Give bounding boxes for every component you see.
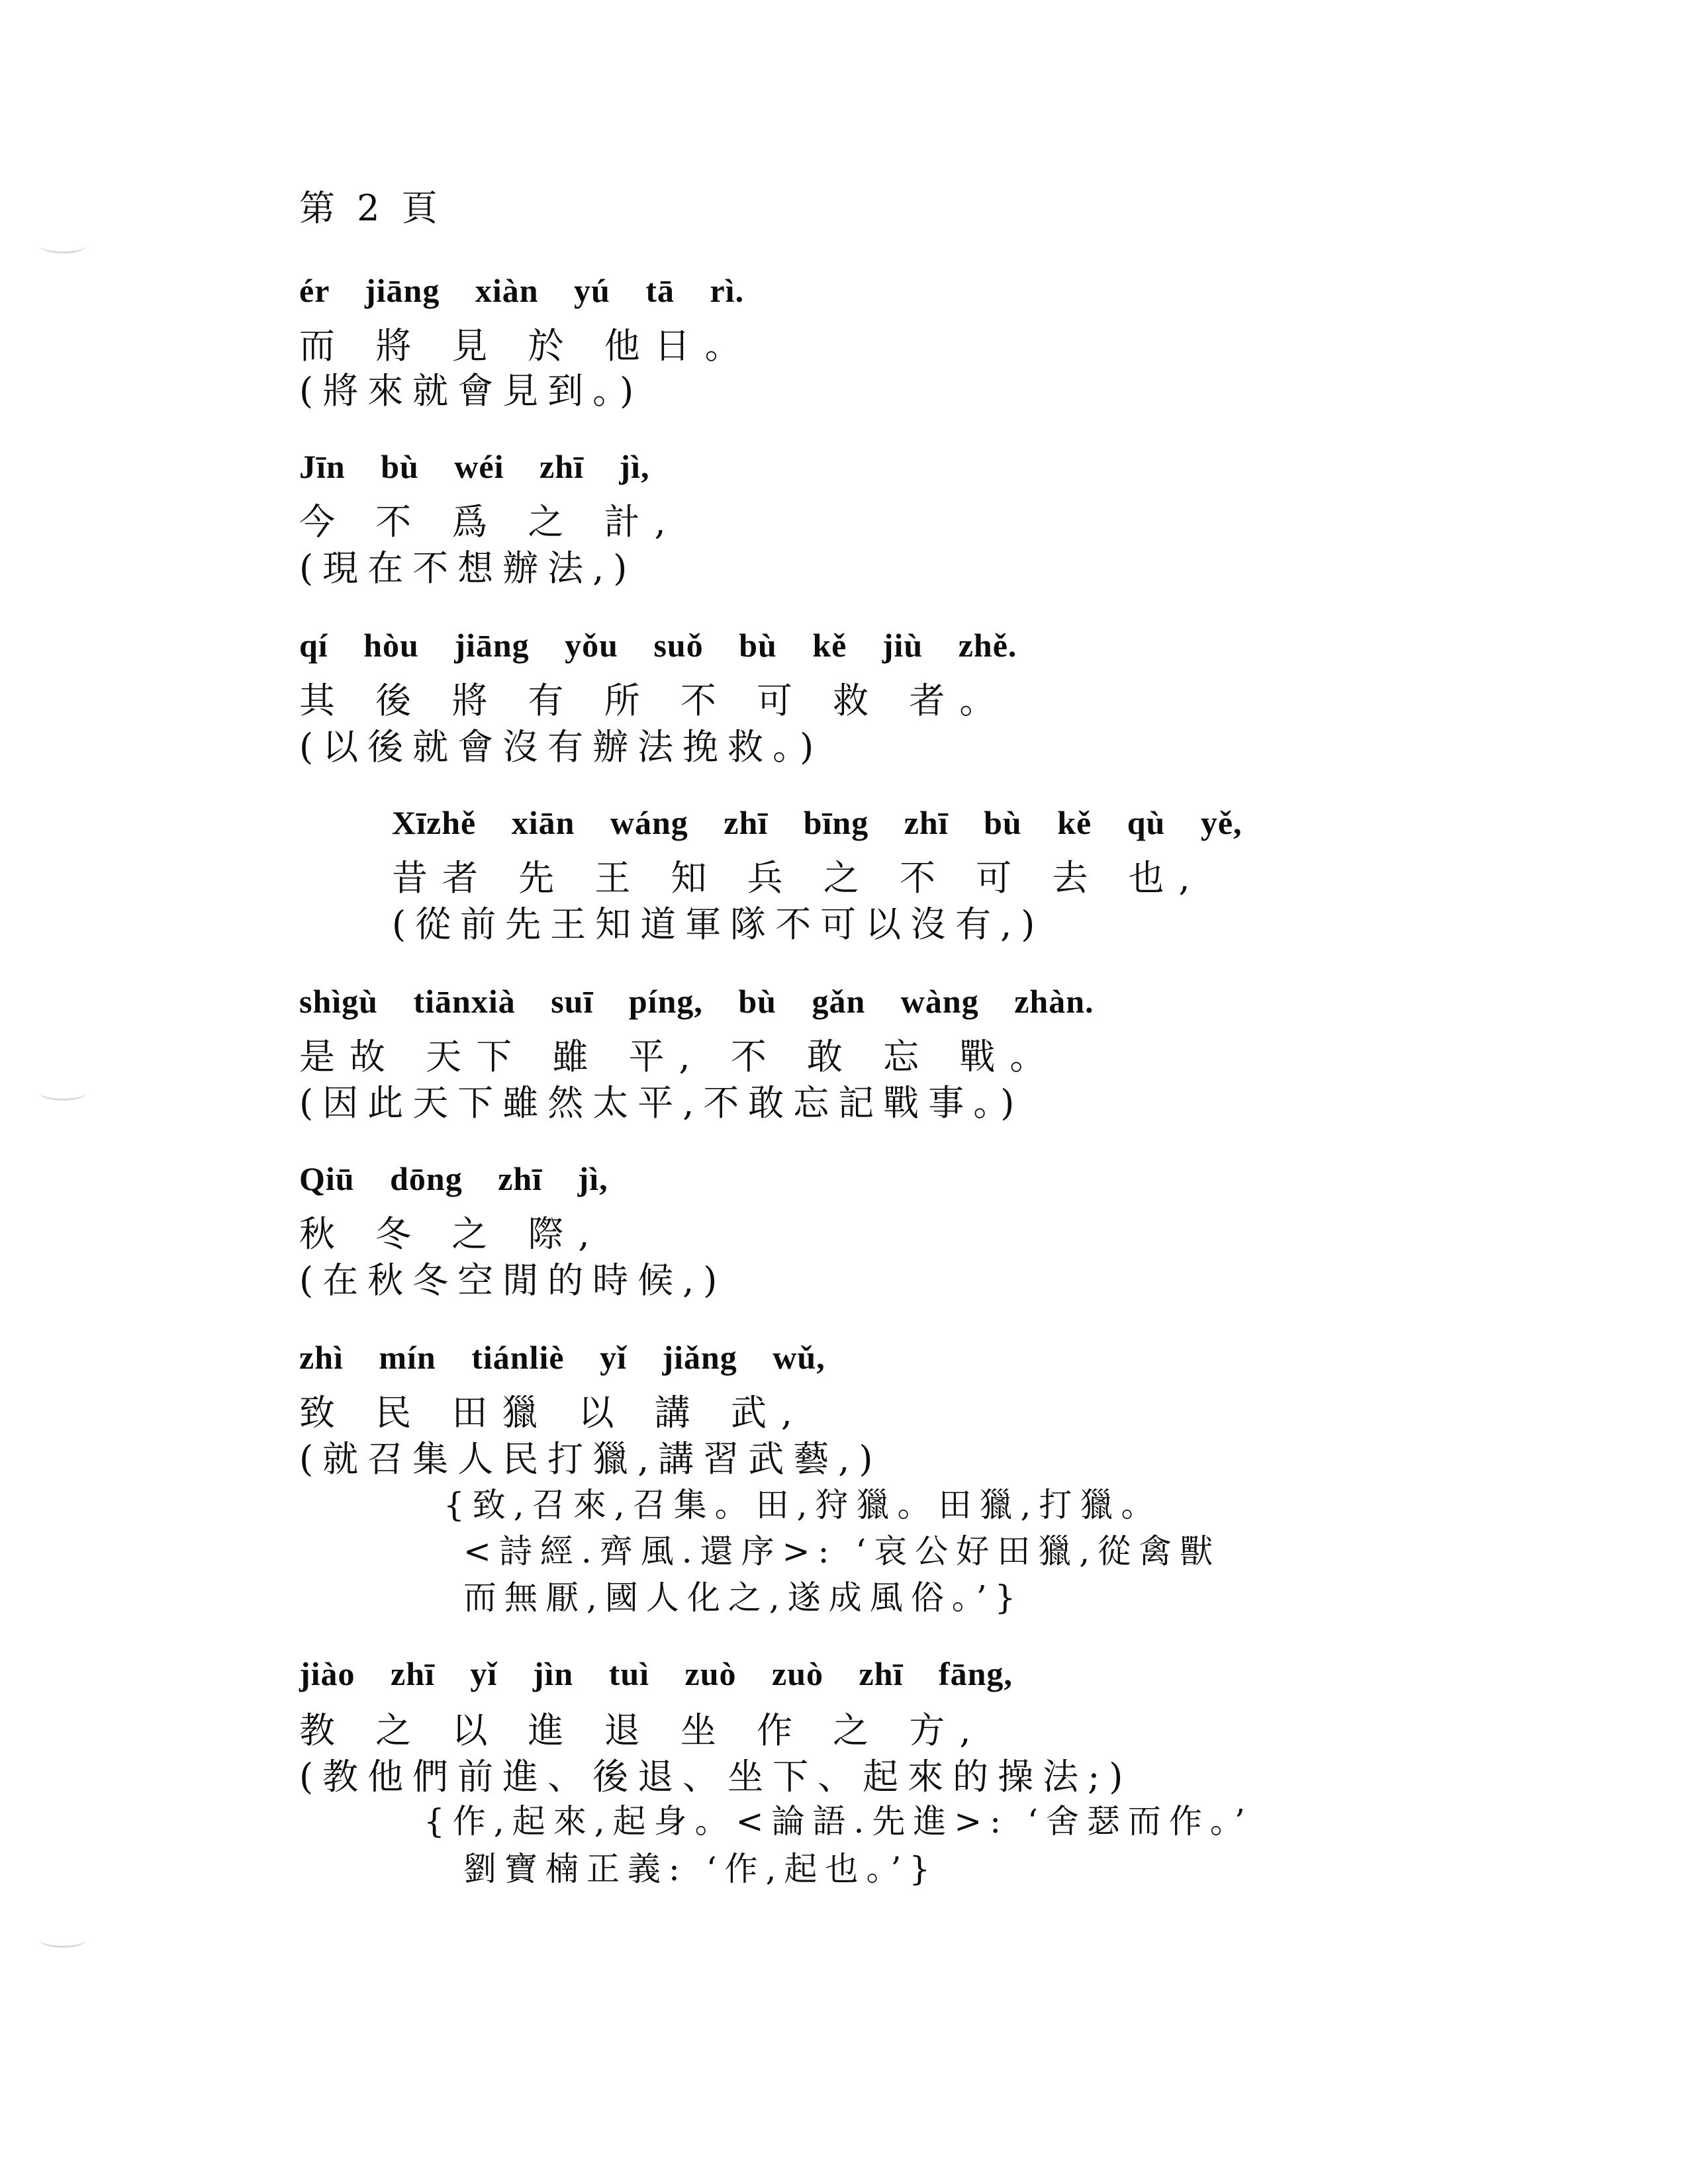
- annotation-line: {致,召來,召集。田,狩獵。田獵,打獵。: [444, 1486, 1162, 1524]
- hanzi-line: 教 之 以 進 退 坐 作 之 方,: [299, 1709, 986, 1751]
- page-header: 第 2 頁: [299, 187, 443, 229]
- translation-line: (在秋冬空閒的時候,): [299, 1259, 727, 1301]
- hanzi-line: 秋 冬 之 際,: [299, 1213, 604, 1255]
- pinyin-line: zhì mín tiánliè yǐ jiǎng wǔ,: [299, 1339, 825, 1376]
- pinyin-line: ér jiāng xiàn yú tā rì.: [299, 272, 745, 309]
- translation-line: (現在不想辦法,): [299, 547, 637, 589]
- annotation-line: 劉寶楠正義: ‘作,起也。’}: [463, 1850, 939, 1888]
- binder-hole-mark: [40, 1933, 86, 1948]
- translation-line: (以後就會沒有辦法挽救。): [299, 726, 823, 768]
- annotation-line: <詩經.齊風.還序>: ‘哀公好田獵,從禽獸: [463, 1532, 1221, 1570]
- annotation-line: {作,起來,起身。<論語.先進>: ‘舍瑟而作。’: [424, 1802, 1253, 1841]
- annotation-line: 而無厭,國人化之,遂成風俗。’}: [463, 1578, 1024, 1617]
- binder-hole-mark: [40, 1085, 86, 1101]
- hanzi-line: 其 後 將 有 所 不 可 救 者。: [299, 680, 1010, 721]
- translation-line: (從前先王知道軍隊不可以沒有,): [392, 903, 1045, 945]
- pinyin-line: shìgù tiānxià suī píng, bù gǎn wàng zhàn.: [299, 983, 1094, 1020]
- hanzi-line: 今 不 爲 之 計,: [299, 501, 680, 543]
- pinyin-line: Xīzhě xiān wáng zhī bīng zhī bù kě qù yě,: [392, 804, 1243, 841]
- pinyin-line: Qiū dōng zhī jì,: [299, 1160, 608, 1197]
- pinyin-line: jiào zhī yǐ jìn tuì zuò zuò zhī fāng,: [299, 1655, 1013, 1692]
- pinyin-line: Jīn bù wéi zhī jì,: [299, 448, 650, 485]
- hanzi-line: 而 將 見 於 他日。: [299, 325, 755, 367]
- translation-line: (就召集人民打獵,講習武藝,): [299, 1438, 882, 1480]
- translation-line: (將來就會見到。): [299, 370, 643, 412]
- hanzi-line: 昔者 先 王 知 兵 之 不 可 去 也,: [392, 857, 1205, 899]
- translation-line: (教他們前進、後退、坐下、起來的操法;): [299, 1756, 1133, 1797]
- hanzi-line: 致 民 田獵 以 講 武,: [299, 1392, 807, 1433]
- hanzi-line: 是故 天下 雖 平, 不 敢 忘 戰。: [299, 1036, 1060, 1077]
- pinyin-line: qí hòu jiāng yǒu suǒ bù kě jiù zhě.: [299, 627, 1017, 664]
- binder-hole-mark: [40, 238, 86, 253]
- translation-line: (因此天下雖然太平,不敢忘記戰事。): [299, 1082, 1024, 1124]
